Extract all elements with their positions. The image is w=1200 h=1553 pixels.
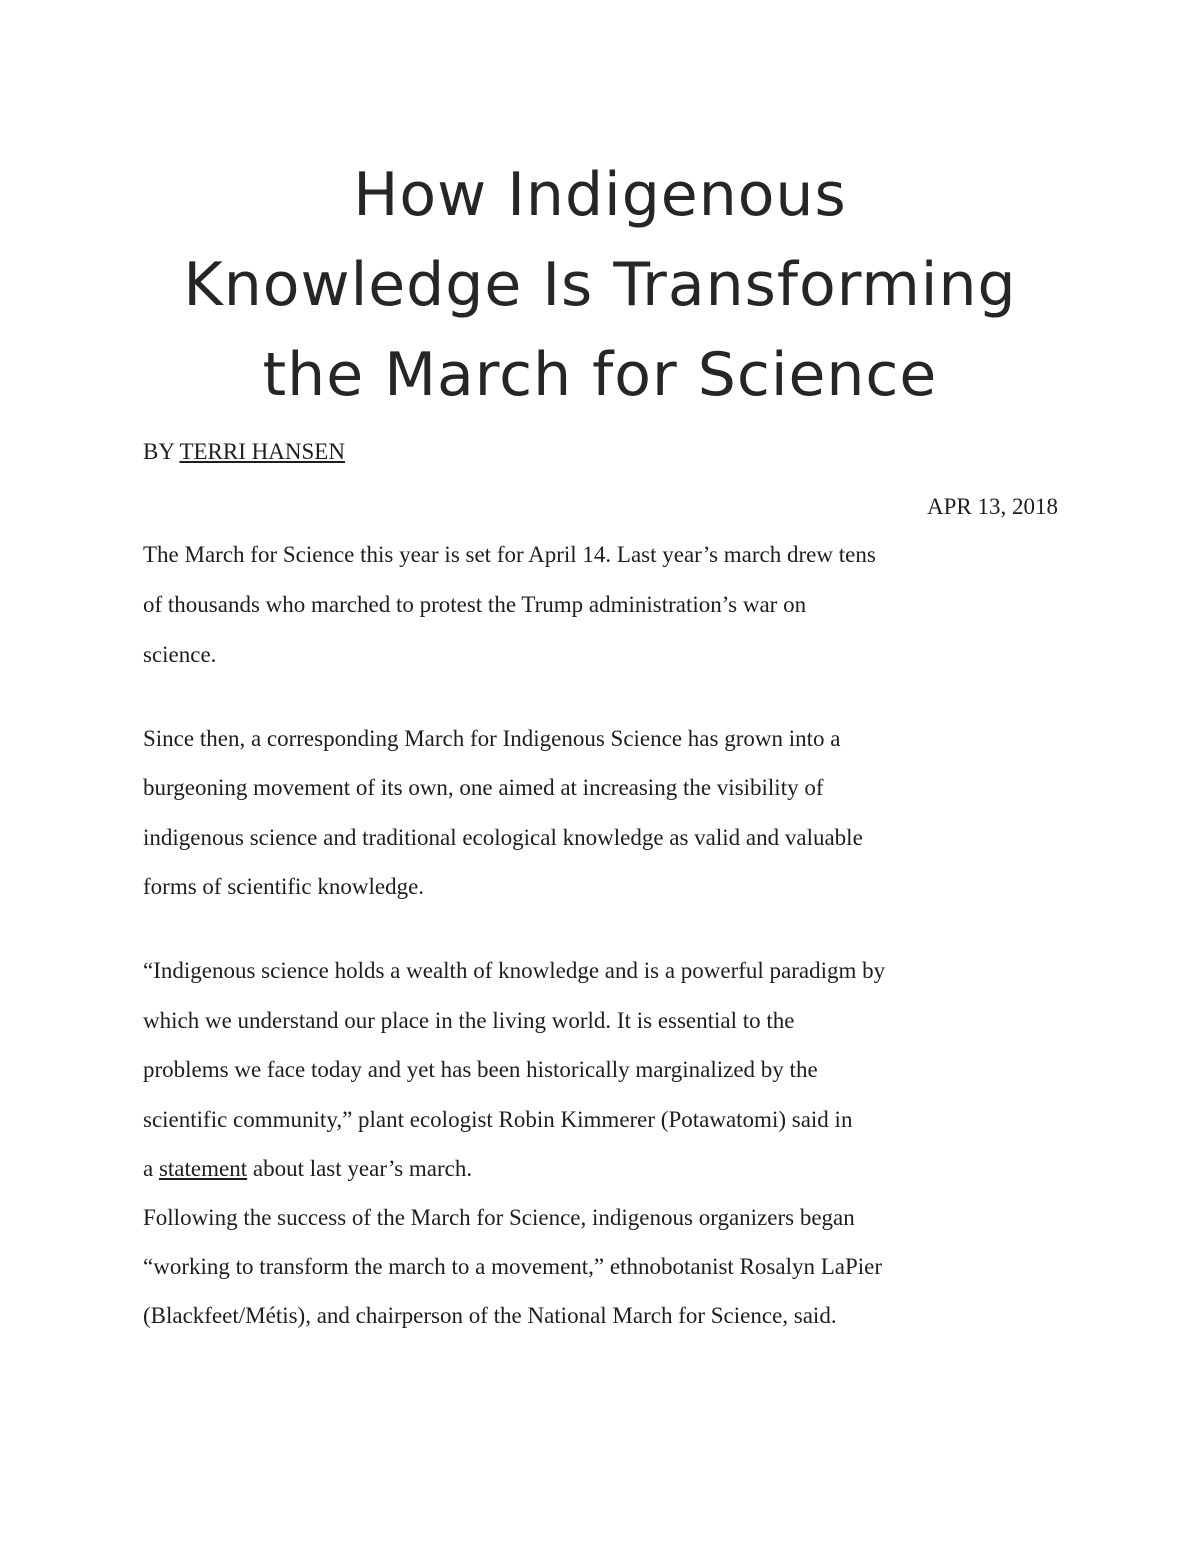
byline: [143, 437, 345, 467]
publish-date: APR 13, 2018: [927, 494, 1058, 519]
paragraph-2-line: burgeoning movement of its own, one aimed at increasing the visibility of: [143, 775, 824, 800]
paragraph-4-line: (Blackfeet/Métis), and chairperson of the National March for Science, said.: [143, 1303, 837, 1328]
title-line: How Indigenous: [353, 160, 847, 230]
paragraph-4-line: Following the success of the March for Science, indigenous organizers began: [143, 1205, 855, 1230]
paragraph-2-line: forms of scientific knowledge.: [143, 874, 425, 899]
paragraph-3-line: problems we face today and yet has been historically marginalized by the: [143, 1057, 818, 1082]
article-title: [120, 150, 1080, 420]
paragraph-1-line: The March for Science this year is set for April 14. Last year’s march drew tens: [143, 542, 876, 567]
author-link[interactable]: TERRI HANSEN: [179, 439, 345, 464]
paragraph-4-line: “working to transform the march to a movement,” ethnobotanist Rosalyn LaPier: [143, 1254, 883, 1279]
statement-link[interactable]: statement: [158, 1156, 248, 1181]
paragraph-3-line: “Indigenous science holds a wealth of knowledge and is a powerful paradigm by: [143, 958, 886, 983]
paragraph-1-line: science.: [143, 642, 217, 667]
byline-prefix: BY: [143, 439, 175, 464]
paragraph-3-line: which we understand our place in the living world. It is essential to the: [143, 1008, 795, 1033]
paragraph-3-line: scientific community,” plant ecologist Robin Kimmerer (Potawatomi) said in: [143, 1107, 853, 1132]
text-after-link: about last year’s march.: [247, 1156, 473, 1181]
paragraph-1-line: of thousands who marched to protest the Trump administration’s war on: [143, 592, 807, 617]
paragraph-2-line: Since then, a corresponding March for Indigenous Science has grown into a: [143, 726, 841, 751]
title-line: the March for Science: [262, 340, 938, 410]
paragraph-2-line: indigenous science and traditional ecological knowledge as valid and valuable: [143, 825, 863, 850]
paragraph-3-last-line: [143, 1154, 472, 1184]
text-before-link: a: [143, 1156, 159, 1181]
title-line: Knowledge Is Transforming: [183, 250, 1017, 320]
